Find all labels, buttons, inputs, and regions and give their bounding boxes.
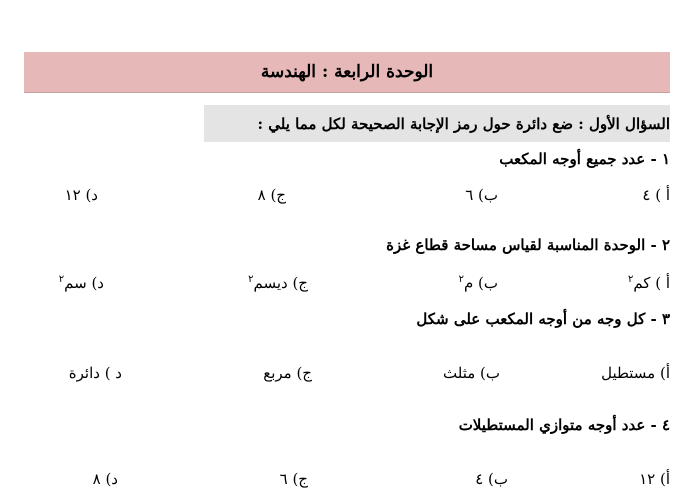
item-3-option-b: ب) مثلث — [443, 364, 500, 382]
item-2-option-c — [248, 274, 308, 292]
item-3-option-d: د ) دائرة — [68, 364, 122, 382]
item-2-option-c-text: ج) ديسم — [253, 274, 308, 292]
superscript-two: ٢ — [627, 274, 634, 285]
unit-title: الوحدة الرابعة : الهندسة — [24, 52, 670, 93]
item-2-option-a — [628, 274, 670, 292]
item-3-question: ٣ - كل وجه من أوجه المكعب على شكل — [416, 310, 670, 328]
item-1-option-d: د) ١٢ — [64, 186, 98, 204]
item-2-option-d — [59, 274, 104, 292]
item-2-option-b-text: ب) م — [463, 274, 498, 292]
superscript-two: ٢ — [58, 274, 65, 285]
item-2-option-a-text: أ ) كم — [633, 274, 670, 292]
item-1-option-b: ب) ٦ — [465, 186, 498, 204]
item-4-question: ٤ - عدد أوجه متوازي المستطيلات — [458, 416, 670, 434]
question1-instruction-text: السؤال الأول : ضع دائرة حول رمز الإجابة الصحيحة لكل مما يلي : — [257, 114, 670, 133]
item-1-question: ١ - عدد جميع أوجه المكعب — [499, 150, 670, 168]
item-4-option-c: ج) ٦ — [279, 470, 308, 488]
item-4-option-a: أ) ١٢ — [639, 470, 670, 488]
item-3-option-c: ج) مربع — [263, 364, 312, 382]
item-1-option-a: أ ) ٤ — [642, 186, 670, 204]
question1-instruction — [204, 105, 670, 142]
item-2-question: ٢ - الوحدة المناسبة لقياس مساحة قطاع غزة — [386, 236, 670, 254]
item-2-option-b — [459, 274, 498, 292]
item-4-option-b: ب) ٤ — [475, 470, 508, 488]
superscript-two: ٢ — [248, 274, 254, 285]
item-4-option-d: د) ٨ — [92, 470, 118, 488]
item-1-option-c: ج) ٨ — [257, 186, 286, 204]
superscript-two: ٢ — [458, 274, 464, 285]
item-2-option-d-text: د) سم — [64, 274, 104, 292]
item-3-option-a: أ) مستطيل — [601, 364, 670, 382]
